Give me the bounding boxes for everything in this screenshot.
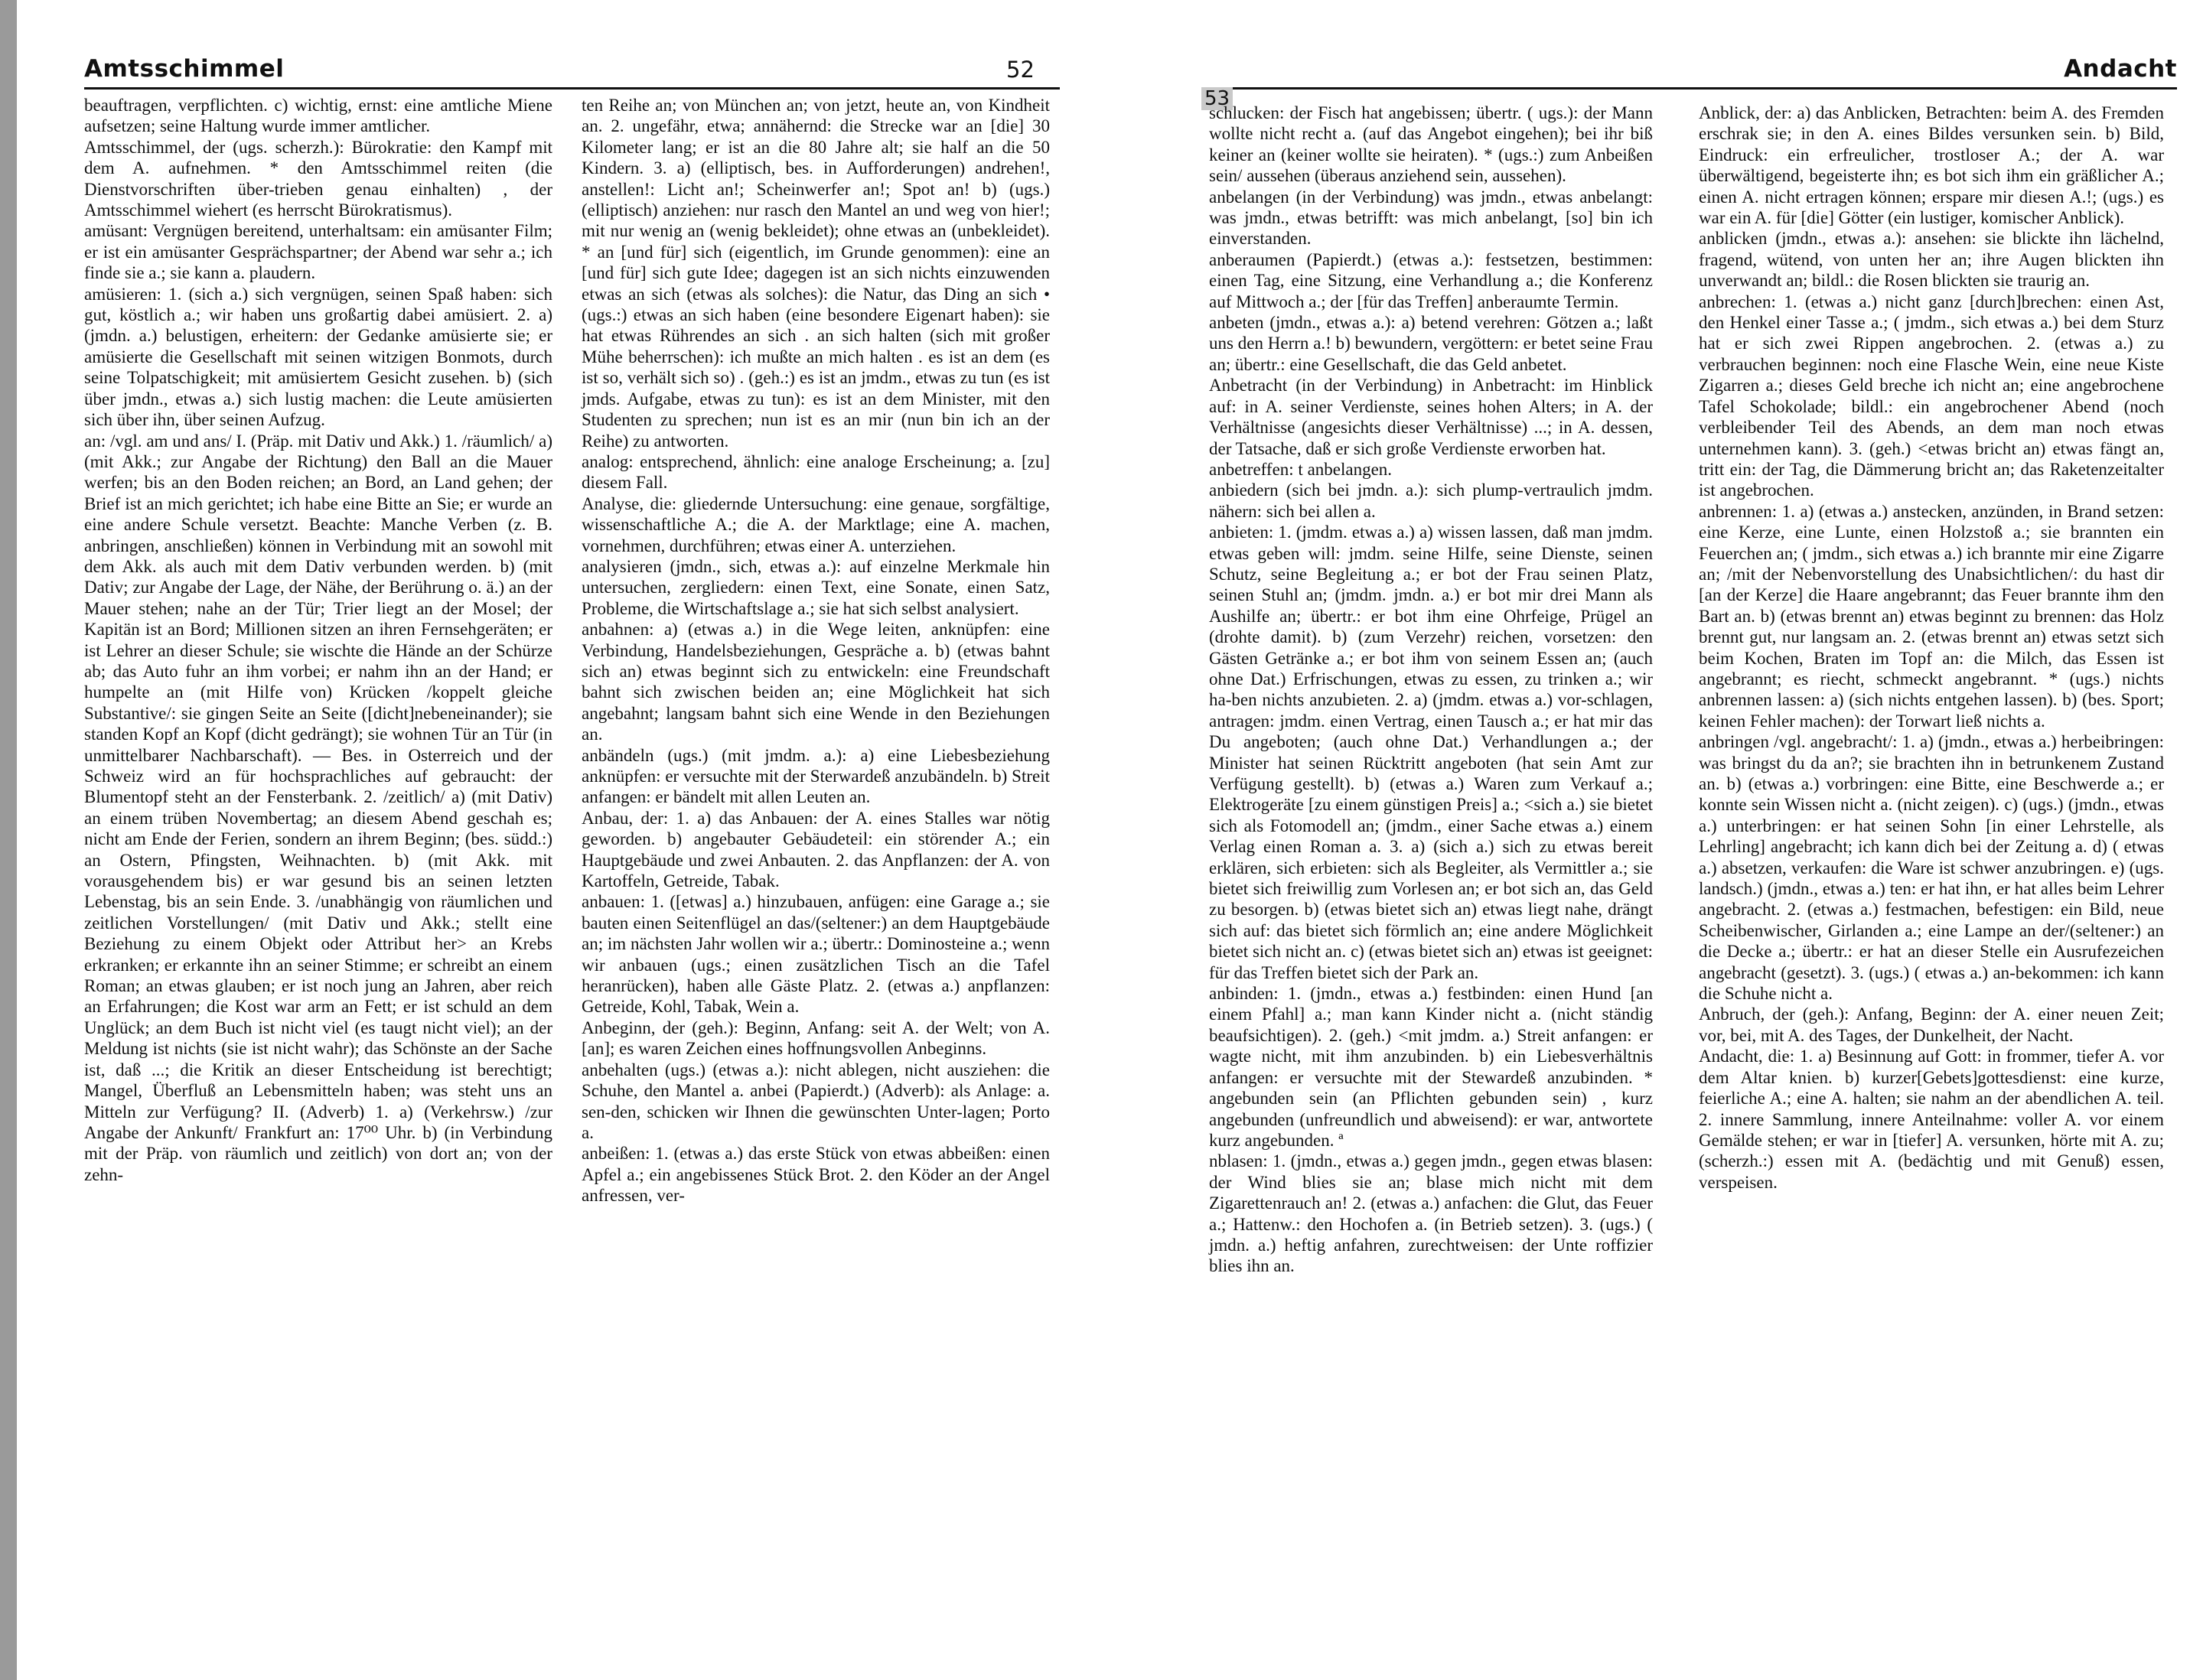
dictionary-entry: Andacht, die: 1. a) Besinnung auf Gott: in frommer, tiefer A. vor dem Altar knien. b) kurzer[Gebets]gottesdienst: eine kurze, feierliche A.; eine A. halten; sie nahm an der abendlichen A. teil. 2. innere Sammlung, innere Anteilnahme: voller A. vor einem Gemälde stehen; er war in [tiefer] A. versunken, hörte mit A. zu; (scherzh.:) essen mit A. (bedächtig und mit Genuß) essen, verspeisen. [1699,1047,2164,1192]
dictionary-entry: anbahnen: a) (etwas a.) in die Wege leiten, anknüpfen: eine Verbindung, Handelsbeziehungen, Gespräche a. b) (etwas bahnt sich an) etwas beginnt sich zu entwickeln: eine Freundschaft bahnt sich zwischen beiden an; eine Möglichkeit hat sich angebahnt; langsam bahnt sich eine Wende in den Beziehungen an. [582,620,1050,744]
left-page [84,0,1060,1680]
dictionary-entry: an: /vgl. am und ans/ I. (Präp. mit Dativ und Akk.) 1. /räumlich/ a) (mit Akk.; zur Angabe der Richtung) den Ball an die Mauer werfen; bis an den Boden reichen; an Bord, an Land gehen; der Brief ist an mich gerichtet; ich habe eine Bitte an Sie; er wurde an eine andere Schule versetzt. Beachte: Manche Verben (z. B. anbringen, anschließen) können in Verbindung mit an sowohl mit dem Akk. als auch mit dem Dativ verbunden werden. b) (mit Dativ; zur Angabe der Lage, der Nähe, der Berührung o. ä.) an der Mauer stehen; nahe an der Tür; Trier liegt an der Mosel; der Kapitän ist an Bord; Millionen sitzen an ihren Fernsehgeräten; er ist Lehrer an dieser Schule; sie wischte die Hände an der Schürze ab; das Auto fuhr an ihm vorbei; er nahm ihn an der Hand; er humpelte an (mit Hilfe von) Krücken /koppelt gleiche Substantive/: sie gingen Seite an Seite ([dicht]nebeneinander); sie standen Kopf an Kopf (dicht gedrängt); sie wohnen Tür an Tür (in unmittelbarer Nachbarschaft). — Bes. in Osterreich und der Schweiz wird an für hochsprachliches auf gebraucht: der Blumentopf steht an der Fensterbank. 2. /zeitlich/ a) (mit Dativ) an einem trüben Novembertag; an diesem Abend geschah es; nicht am Ende der Ferien, sondern an ihrem Beginn; (bes. südd.:) an Ostern, Pfingsten, Weihnachten. b) (mit Akk. mit vorausgehendem bis) er war gesund bis an seinen letzten Lebenstag, bis an sein Ende. 3. /unabhängig von räumlichen und zeitlichen Vorstellungen/ (mit Dativ und Akk.; stellt eine Beziehung zu einem Objekt oder Attribut her> an Krebs erkranken; er erkannte ihn an seiner Stimme; er schreibt an einem Roman; an etwas glauben; er ist noch jung an Jahren, aber reich an Erfahrungen; die Kost war arm an Fett; er ist schuld an dem Unglück; an dem Buch ist nicht viel (es taugt nicht viel); an der Meldung ist nichts (sie ist nicht wahr); das Schönste an der Sache ist, daß ...; die Kritik an dieser Entscheidung ist berechtigt; Mangel, Überfluß an Lebensmitteln haben; was steht uns an Mitteln zur Verfügung? II. (Adverb) 1. a) (Verkehrsw.) /zur Angabe der Ankunft/ Frankfurt an: 17⁰⁰ Uhr. b) (in Verbindung mit der Präp. von räumlich und zeitlich) von dort an; von der zehn- [84,431,552,1184]
dictionary-entry: amüsieren: 1. (sich a.) sich vergnügen, seinen Spaß haben: sich gut, köstlich a.; wir haben uns großartig dabei amüsiert. 2. a) (jmdn. a.) belustigen, erheitern: der Gedanke amüsierte sie; er amüsierte die Gesellschaft mit seinen witzigen Bonmots, durch seine Tolpatschigkeit; mit amüsiertem Gesicht zusehen. b) (sich über jmdn., etwas a.) sich lustig machen: die Leute amüsierten sich über ihn, über seinen Aufzug. [84,284,552,430]
dictionary-entry: nblasen: 1. (jmdn., etwas a.) gegen jmdn., gegen etwas blasen: der Wind blies sie an; blase mich nicht mit dem Zigarettenrauch an! 2. (etwas a.) anfachen: die Glut, das Feuer a.; Hattenw.: den Hochofen a. (in Betrieb setzen). 3. (ugs.) ( jmdn. a.) heftig anfahren, zurechtweisen: der Unte roffizier blies ihn an. [1209,1151,1653,1276]
dictionary-entry: amüsant: Vergnügen bereitend, unterhaltsam: ein amüsanter Film; er ist ein amüsanter Gesprächspartner; der Abend war sehr a.; ich finde sie a.; sie kann a. plaudern. [84,221,552,283]
dictionary-entry: anbringen /vgl. angebracht/: 1. a) (jmdn., etwas a.) herbeibringen: was bringst du da an?; sie brachten ihn in betrunkenem Zustand an. b) (etwas a.) vorbringen: eine Bitte, eine Beschwerde a.; er konnte sein Wissen nicht a. (nicht zeigen). c) (ugs.) (jmdn., etwas a.) unterbringen: er hat seinen Sohn [in einer Lehrstelle, als Lehrling] angebracht; ich kann dich bei der Zeitung a. d) ( etwas a.) absetzen, verkaufen: die Ware ist schwer anzubringen. e) (ugs. landsch.) (jmdn., etwas a.) ten: er hat ihn, er hat alles beim Lehrer angebracht. 2. (etwas a.) festmachen, befestigen: ein Bild, neue Scheibenwischer, Girlanden a.; eine Lampe an der/(seltener:) an die Decke a.; übertr.: er hat an dieser Stelle ein Ausrufezeichen angebracht (gesetzt). 3. (ugs.) ( etwas a.) an-bekommen: ich kann die Schuhe nicht a. [1699,732,2164,1004]
dictionary-column-4 [1699,103,2164,1193]
dictionary-entry: anbelangen (in der Verbindung) was jmdn., etwas anbelangt: was jmdn., etwas betrifft: was mich anbelangt, [so] bin ich einverstanden. [1209,187,1653,249]
left-page-number: 52 [1006,57,1035,83]
page-edge-bar [0,0,17,1680]
dictionary-entry: anbrechen: 1. (etwas a.) nicht ganz [durch]brechen: einen Ast, den Henkel einer Tasse a.; ( jmdm., sich etwas a.) bei dem Sturz hat er sich zwei Rippen angebrochen. 2. (etwas a.) zu verbrauchen beginnen: noch eine Flasche Wein, eine neue Kiste Zigarren a.; dieses Geld breche ich nicht an; eine angebrochene Tafel Schokolade; bildl.: ein angebrochener Abend (noch verbleibender Teil des Abends, an dem man noch etwas unternehmen kann). 3. (geh.) <etwas bricht an) etwas fängt an, tritt ein: der Tag, die Dämmerung bricht an; das Raketenzeitalter ist angebrochen. [1699,291,2164,500]
dictionary-entry: analog: entsprechend, ähnlich: eine analoge Erscheinung; a. [zu] diesem Fall. [582,451,1050,493]
dictionary-entry: anbetreffen: t anbelangen. [1209,459,1393,479]
dictionary-entry: anblicken (jmdn., etwas a.): ansehen: sie blickte ihn lächelnd, fragend, wütend, von unten her an; ihre Augen blickten ihn unverwandt an; bildl.: die Rosen blickten sie traurig an. [1699,229,2164,291]
dictionary-entry: Anbau, der: 1. a) das Anbauen: der A. eines Stalles war nötig geworden. b) angebauter Gebäudeteil: ein störender A.; ein Hauptgebäude und zwei Anbauten. 2. das Anpflanzen: der A. von Kartoffeln, Getreide, Tabak. [582,808,1050,891]
dictionary-entry: anbrennen: 1. a) (etwas a.) anstecken, anzünden, in Brand setzen: eine Kerze, eine Lunte, einen Holzstoß a.; sie brannten ein Feuerchen an; ( jmdm., sich etwas a.) ich brannte mir eine Zigarre an; /mit der Nebenvorstellung des Unabsichtlichen/: du hast dir [an der Kerze] die Haare angebrannt; das Feuer brannte ihm den Bart an. b) (etwas brennt an) etwas beginnt zu brennen: das Holz brennt gut, nur langsam an. 2. (etwas brennt an) etwas setzt sich beim Kochen, Braten im Topf an: die Milch, das Essen ist angebrannt; es riecht, schmeckt angebrannt. * (ugs.) nichts anbrennen lassen: a) (sich nichts entgehen lassen). b) (bes. Sport; keinen Fehler machen): der Torwart ließ nichts a. [1699,501,2164,731]
dictionary-entry: Anbeginn, der (geh.): Beginn, Anfang: seit A. der Welt; von A. [an]; es waren Zeichen eines hoffnungsvollen Anbeginns. [582,1017,1050,1059]
right-page-number: 53 [1201,87,1233,110]
right-page-header [1201,47,2177,110]
dictionary-entry: Analyse, die: gliedernde Untersuchung: eine genaue, sorgfältige, wissenschaftliche A.; die A. der Marktlage; eine A. machen, vornehmen, durchführen; etwas einer A. unterziehen. [582,493,1050,555]
dictionary-entry: beauftragen, verpflichten. c) wichtig, ernst: eine amtliche Miene aufsetzen; seine Haltung wurde immer amtlicher. [84,96,552,136]
dictionary-entry: Anblick, der: a) das Anblicken, Betrachten: beim A. des Fremden erschrak sie; in den A. eines Bildes versunken sein. b) Bild, Eindruck: ein erfreulicher, trostloser A.; der A. war überwältigend, begeisterte ihn; es bot sich ihm ein gräßlicher A.; einen A. nicht ertragen können; erspare mir diesen A.!; (ugs.) es war ein A. für [die] Götter (ein lustiger, komischer Anblick). [1699,103,2164,228]
right-page [1201,0,2177,1680]
dictionary-entry: anbeten (jmdn., etwas a.): a) betend verehren: Götzen a.; laßt uns den Herrn a.! b) bewundern, vergöttern: er betet seine Frau an; übertr.: eine Gesellschaft, die das Geld anbetet. [1209,313,1653,374]
dictionary-entry: anbinden: 1. (jmdn., etwas a.) festbinden: einen Hund [an einem Pfahl] a.; man kann Kinder nicht a. (nicht ständig beaufsichtigen). 2. (geh.) <mit jmdm. a.) Streit anfangen: er wagte nicht, mit ihm anzubinden. b) ein Liebesverhältnis anfangen: er versuchte mit der Stewardeß anzubinden. * angebunden sein (an Pflichten gebunden sein) , kurz angebunden (unfreundlich und abweisend): er war, antwortete kurz angebunden. ª [1209,984,1653,1150]
dictionary-column-3 [1209,103,1653,1277]
dictionary-entry: schlucken: der Fisch hat angebissen; übertr. ( ugs.): der Mann wollte nicht recht a. (auf das Angebot eingehen); bei ihr biß keiner an (keiner wollte sie heiraten). * (ugs.:) zum Anbeißen sein/ aussehen (überaus anziehend sein, aussehen). [1209,103,1653,186]
left-running-headword: Amtsschimmel [84,55,285,83]
right-running-headword: Andacht [2064,55,2177,83]
dictionary-entry: anbiedern (sich bei jmdn. a.): sich plump-vertraulich jmdm. nähern: sich bei allen a. [1209,480,1653,521]
dictionary-entry: Anbruch, der (geh.): Anfang, Beginn: der A. einer neuen Zeit; vor, bei, mit A. des Tages, der Dunkelheit, der Nacht. [1699,1004,2164,1045]
dictionary-entry: Amtsschimmel, der (ugs. scherzh.): Bürokratie: den Kampf mit dem A. aufnehmen. * den Amtsschimmel reiten (die Dienstvorschriften über-trieben genau einhalten) , der Amtsschimmel wiehert (es herrscht Bürokratismus). [84,137,552,220]
dictionary-entry: anbehalten (ugs.) (etwas a.): nicht ablegen, nicht ausziehen: die Schuhe, den Mantel a. anbei (Papierdt.) (Adverb): als Anlage: a. sen-den, schicken wir Ihnen die gewünschten Unter-lagen; Porto a. [582,1060,1050,1142]
dictionary-column-1 [84,95,552,1185]
dictionary-entry: anbändeln (ugs.) (mit jmdm. a.): a) eine Liebesbeziehung anknüpfen: er versuchte mit der Sterwardeß anzubändeln. b) Streit anfangen: er bändelt mit allen Leuten an. [582,745,1050,807]
dictionary-column-2 [582,95,1050,1206]
dictionary-entry: anbeißen: 1. (etwas a.) das erste Stück von etwas abbeißen: einen Apfel a.; ein angebissenes Stück Brot. 2. den Köder an der Angel anfressen, ver- [582,1144,1050,1206]
dictionary-entry: analysieren (jmdn., sich, etwas a.): auf einzelne Merkmale hin untersuchen, zergliedern: einen Text, eine Sonate, einen Satz, Probleme, die Wirtschaftslage a.; sie hat sich selbst analysiert. [582,556,1050,618]
left-page-header [84,47,1060,90]
dictionary-entry: anberaumen (Papierdt.) (etwas a.): festsetzen, bestimmen: einen Tag, eine Sitzung, eine Verhandlung a.; die Konferenz auf Mittwoch a.; der [für das Treffen] anberaumte Termin. [1209,249,1653,311]
dictionary-entry: anbieten: 1. (jmdm. etwas a.) a) wissen lassen, daß man jmdm. etwas geben will: jmdm. seine Hilfe, seine Dienste, seinen Schutz, seine Begleitung a.; er bot der Frau seinen Platz, seinen Stuhl an; (jmdm. jmdn. a.) er bot mir drei Mann als Aushilfe an; übertr.: er bot ihm eine Ohrfeige, Prügel an (drohte damit). b) (zum Verzehr) reichen, vorsetzen: den Gästen Getränke a.; er bot ihm von seinem Essen an; (auch ohne Dat.) Erfrischungen, etwas zu essen, zu trinken a.; wir ha-ben nichts anzubieten. 2. a) (jmdm. etwas a.) vor-schlagen, antragen: jmdm. einen Vertrag, einen Tausch a.; er hat mir das Du angeboten; (auch ohne Dat.) Verhandlungen a.; der Minister hat seinen Rücktritt angeboten (hat sein Amt zur Verfügung gestellt). b) (etwas a.) Waren zum Verkauf a.; Elektrogeräte [zu einem günstigen Preis] a.; <sich a.) sie bietet sich als Fotomodell an; (jmdm., einer Sache etwas a.) einem Verlag einen Roman a. 3. a) (sich a.) sich zu etwas bereit erklären, sich erbieten: sich als Begleiter, als Vermittler a.; sie bietet sich freiwillig zum Vorlesen an; er bot sich an, das Geld zu besorgen. b) (etwas bietet sich an) etwas liegt nahe, drängt sich auf: das bietet sich förmlich an; eine andere Möglichkeit bietet sich nicht an. c) (etwas bietet sich an) etwas ist geeignet: für das Treffen bietet sich der Park an. [1209,523,1653,982]
dictionary-entry: Anbetracht (in der Verbindung) in Anbetracht: im Hinblick auf: in A. seiner Verdienste, seines hohen Alters; in A. der Verhältnisse (angesichts dieser Verhältnisse) ...; in A. dessen, der Tatsache, daß er sich große Verdienste erworben hat. [1209,376,1653,458]
dictionary-entry: anbauen: 1. ([etwas] a.) hinzubauen, anfügen: eine Garage a.; sie bauten einen Seitenflügel an das/(seltener:) an dem Hauptgebäude an; im nächsten Jahr wollen wir a.; übertr.: Dominosteine a.; wenn wir anbauen (ugs.; einen zusätzlichen Tisch an die Tafel heranrücken), haben alle Gäste Platz. 2. (etwas a.) anpflanzen: Getreide, Kohl, Tabak, Wein a. [582,892,1050,1017]
dictionary-entry: ten Reihe an; von München an; von jetzt, heute an, von Kindheit an. 2. ungefähr, etwa; annähernd: die Strecke war an [die] 30 Kilometer lang; er ist an die 80 Jahre alt; sie half an die 50 Kindern. 3. a) (elliptisch, bes. in Aufforderungen) andrehen!, anstellen!: Licht an!; Scheinwerfer an!; Spot an! b) (ugs.) (elliptisch) anziehen: nur rasch den Mantel an und weg von hier!; mit nur wenig an (wenig bekleidet); ohne etwas an (unbekleidet). * an [und für] sich (eigentlich, im Grunde genommen): eine an [und für] sich gute Idee; dagegen ist an sich nichts einzuwenden etwas an sich (etwas als solches): die Natur, das Ding an sich • (ugs.:) etwas an sich haben (eine besondere Eigenart haben): sie hat etwas Rührendes an sich . an sich halten (sich mit großer Mühe beherrschen): ich mußte an mich halten . es ist an dem (es ist so, verhält sich so) . (geh.:) es ist an jmdm., etwas zu tun (es ist jmds. Aufgabe, etwas zu tun): es ist an dem Minister, mit den Studenten zu sprechen; nun ist es an mir (nun bin ich an der Reihe) zu antworten. [582,96,1050,451]
